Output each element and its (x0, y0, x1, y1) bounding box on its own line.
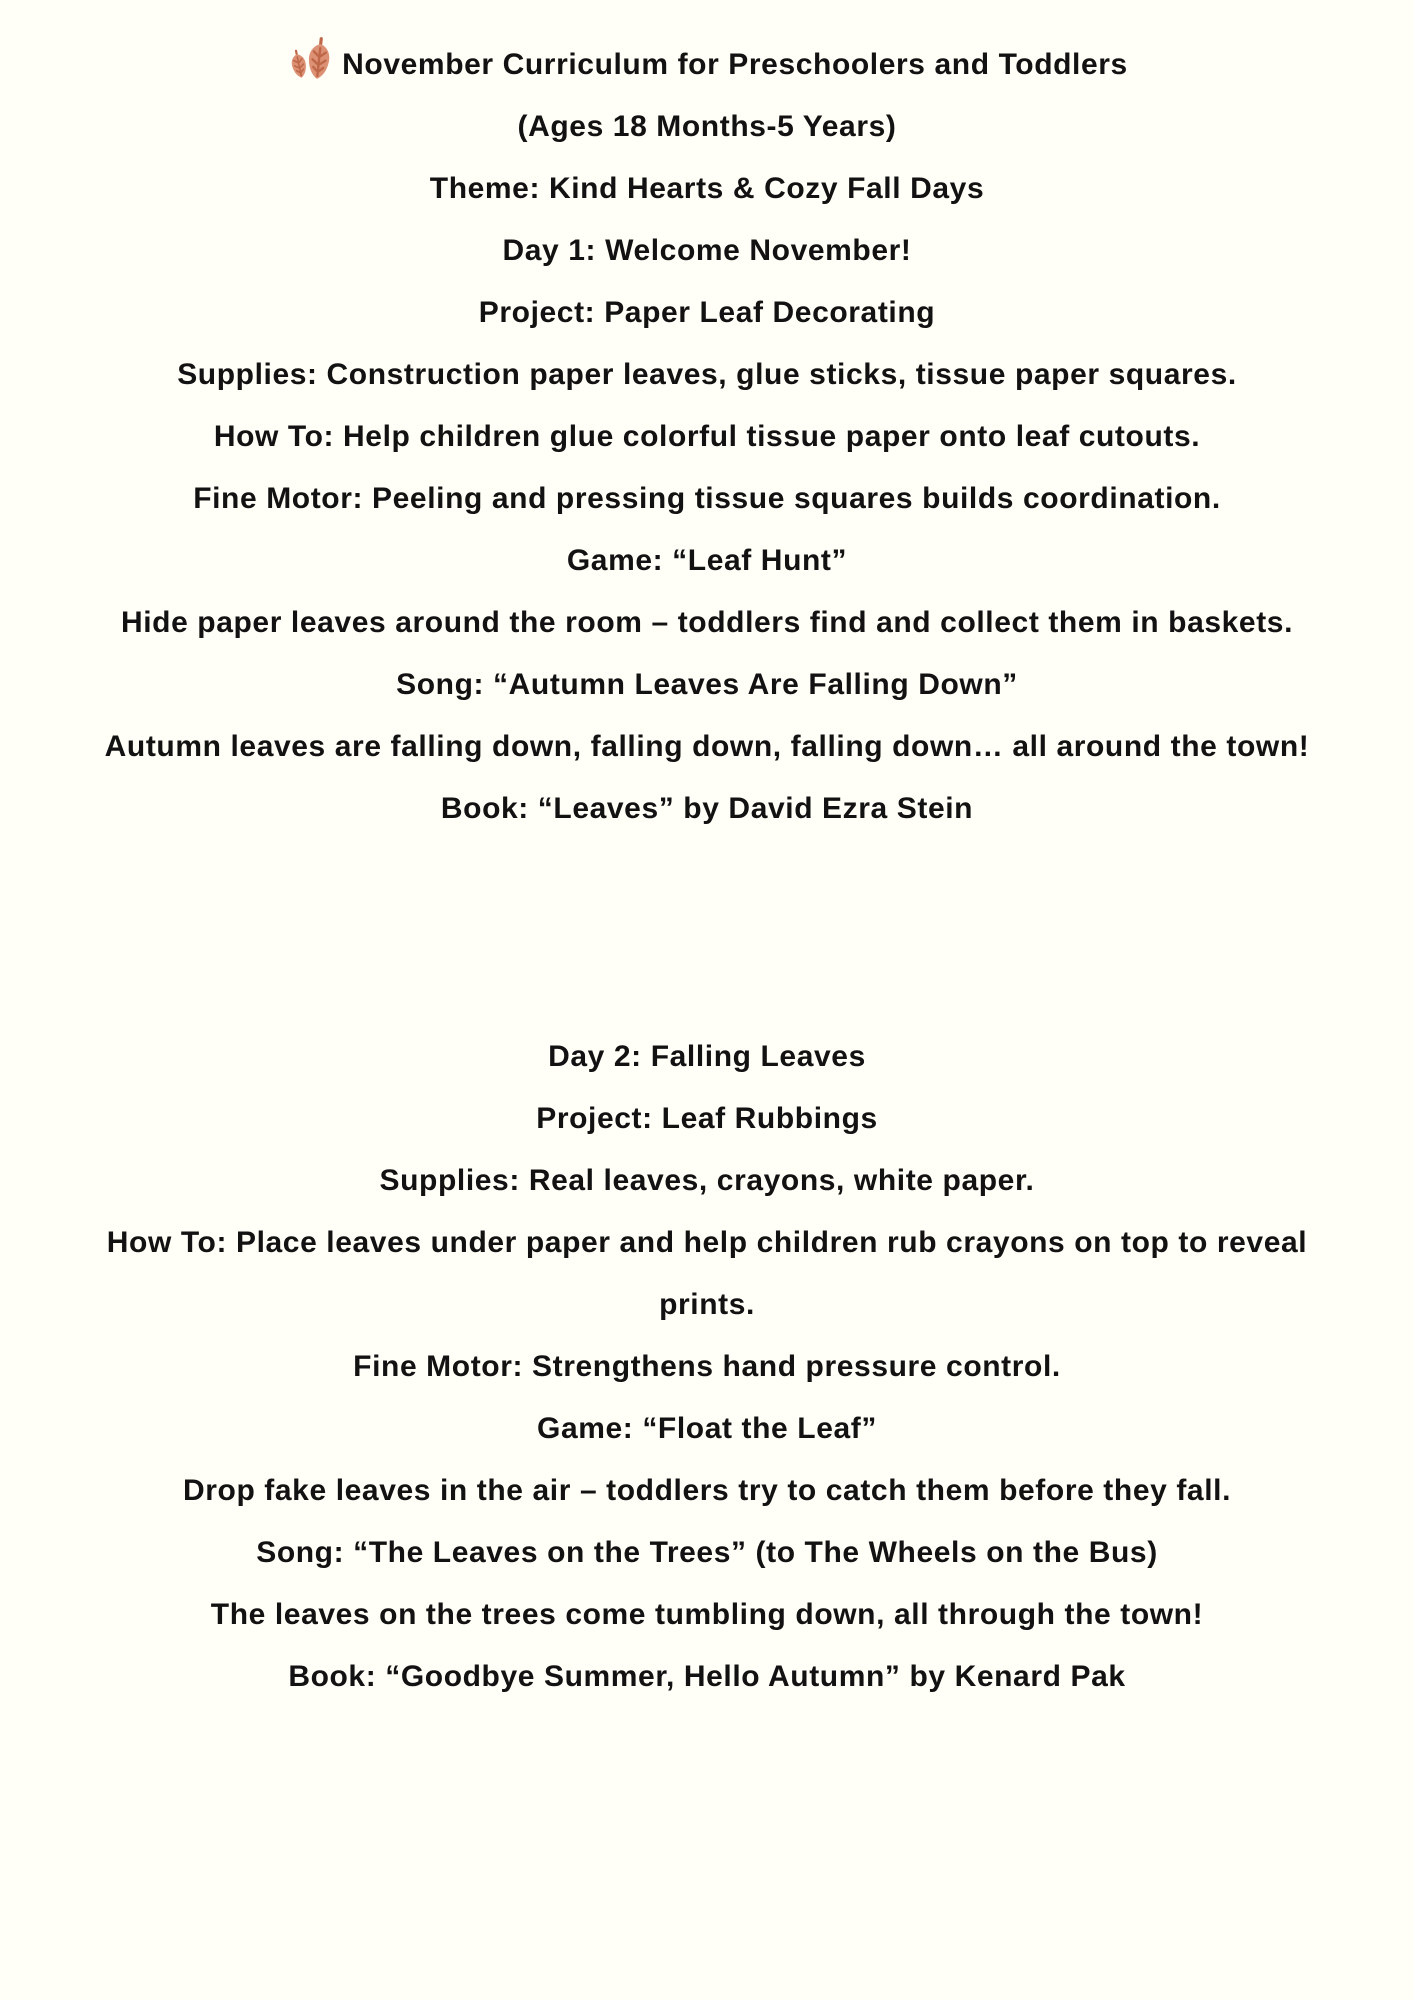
day2-how-to-line: How To: Place leaves under paper and help children rub crayons on top to reveal (106, 1226, 1308, 1259)
day1-fine-motor-line: Fine Motor: Peeling and pressing tissue squares builds coordination. (193, 482, 1221, 515)
day2-fine-motor-line: Fine Motor: Strengthens hand pressure control. (353, 1350, 1061, 1383)
day1-how-to-line: How To: Help children glue colorful tissue paper onto leaf cutouts. (213, 420, 1201, 453)
day1-song-line: Song: “Autumn Leaves Are Falling Down” (396, 668, 1018, 701)
document-title-text: November Curriculum for Preschoolers and Toddlers (342, 48, 1128, 81)
day2-song-line: Song: “The Leaves on the Trees” (to The Wheels on the Bus) (256, 1536, 1158, 1569)
day2-book-line: Book: “Goodbye Summer, Hello Autumn” by Kenard Pak (288, 1660, 1126, 1693)
age-range-line: (Ages 18 Months-5 Years) (517, 110, 897, 143)
day1-book-line: Book: “Leaves” by David Ezra Stein (440, 792, 974, 825)
day2-how-to-continued-line: prints. (659, 1288, 755, 1321)
day2-supplies-line: Supplies: Real leaves, crayons, white paper. (379, 1164, 1035, 1197)
day1-project-line: Project: Paper Leaf Decorating (478, 296, 936, 329)
day2-heading: Day 2: Falling Leaves (548, 1040, 866, 1073)
theme-line: Theme: Kind Hearts & Cozy Fall Days (429, 172, 985, 205)
section-gap (0, 840, 1414, 1026)
day1-game-line: Game: “Leaf Hunt” (566, 544, 848, 577)
day1-game-instructions-line: Hide paper leaves around the room – toddlers find and collect them in baskets. (120, 606, 1294, 639)
day1-heading: Day 1: Welcome November! (502, 234, 912, 267)
day1-song-lyrics-line: Autumn leaves are falling down, falling down, falling down… all around the town! (104, 730, 1310, 763)
fallen-leaves-icon (286, 36, 334, 84)
day2-song-lyrics-line: The leaves on the trees come tumbling down, all through the town! (210, 1598, 1204, 1631)
day1-supplies-line: Supplies: Construction paper leaves, glue sticks, tissue paper squares. (177, 358, 1237, 391)
day1-section (0, 96, 1414, 840)
day2-project-line: Project: Leaf Rubbings (536, 1102, 878, 1135)
day2-game-instructions-line: Drop fake leaves in the air – toddlers try to catch them before they fall. (182, 1474, 1232, 1507)
document-title (0, 34, 1414, 96)
day2-section (0, 1026, 1414, 1708)
day2-game-line: Game: “Float the Leaf” (537, 1412, 877, 1445)
